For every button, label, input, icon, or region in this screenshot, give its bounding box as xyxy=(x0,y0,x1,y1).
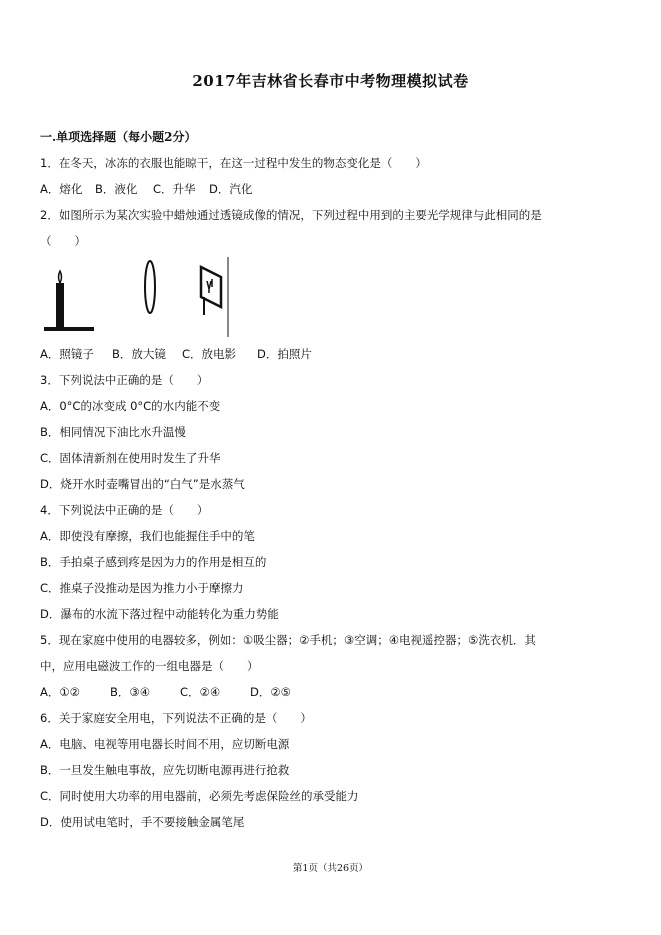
question-2-options xyxy=(40,346,312,362)
q1-option-b: B．液化 xyxy=(95,182,138,196)
q6-option-d: D．使用试电笔时，手不要接触金属笔尾 xyxy=(40,815,245,829)
candle-icon xyxy=(44,271,94,331)
question-3-stem: 3．下列说法中正确的是（ ） xyxy=(40,373,209,387)
q4-option-b: B．手拍桌子感到疼是因为力的作用是相互的 xyxy=(40,555,267,569)
q2-option-c: C．放电影 xyxy=(182,347,237,361)
question-5-stem-cont: 中，应用电磁波工作的一组电器是（ ） xyxy=(40,659,259,673)
q3-option-c: C．固体清新剂在使用时发生了升华 xyxy=(40,451,221,465)
q1-option-a: A．熔化 xyxy=(40,182,83,196)
q6-option-c: C．同时使用大功率的用电器前，必须先考虑保险丝的承受能力 xyxy=(40,789,359,803)
q1-option-d: D．汽化 xyxy=(209,182,253,196)
question-5-options xyxy=(40,684,291,700)
q2-option-a: A．照镜子 xyxy=(40,347,94,361)
question-4-stem: 4．下列说法中正确的是（ ） xyxy=(40,503,209,517)
question-5-stem: 5．现在家庭中使用的电器较多，例如：①吸尘器；②手机；③空调；④电视遥控器；⑤洗衣机．其 xyxy=(40,633,536,647)
question-1-stem: 1．在冬天，冰冻的衣服也能晾干，在这一过程中发生的物态变化是（ ） xyxy=(40,156,427,170)
q6-option-b: B．一旦发生触电事故，应先切断电源再进行抢救 xyxy=(40,763,290,777)
convex-lens-icon xyxy=(145,261,155,313)
q3-option-d: D．烧开水时壶嘴冒出的“白气”是水蒸气 xyxy=(40,477,245,491)
question-6-stem: 6．关于家庭安全用电，下列说法不正确的是（ ） xyxy=(40,711,312,725)
q2-option-d: D．拍照片 xyxy=(257,347,312,361)
q3-option-a: A．0°C的冰变成 0°C的水内能不变 xyxy=(40,399,221,413)
lens-imaging-figure xyxy=(40,255,230,337)
question-2-stem: 2．如图所示为某次实验中蜡烛通过透镜成像的情况，下列过程中用到的主要光学规律与此相同的是 xyxy=(40,208,542,222)
q2-option-b: B．放大镜 xyxy=(112,347,166,361)
q6-option-a: A．电脑、电视等用电器长时间不用，应切断电源 xyxy=(40,737,290,751)
q4-option-d: D．瀑布的水流下落过程中动能转化为重力势能 xyxy=(40,607,279,621)
q5-option-b: B．③④ xyxy=(110,685,151,699)
screen-image-icon xyxy=(201,267,221,315)
q4-option-c: C．推桌子没推动是因为推力小于摩擦力 xyxy=(40,581,244,595)
section-heading: 一.单项选择题（每小题2分） xyxy=(40,130,197,144)
q4-option-a: A．即使没有摩擦，我们也能握住手中的笔 xyxy=(40,529,255,543)
page-footer: 第1页（共26页） xyxy=(292,863,369,874)
question-2-stem-cont: （ ） xyxy=(40,234,86,248)
q5-option-d: D．②⑤ xyxy=(250,685,291,699)
question-1-options xyxy=(40,181,252,197)
q5-option-a: A．①② xyxy=(40,685,80,699)
q3-option-b: B．相同情况下油比水升温慢 xyxy=(40,425,186,439)
exam-title: 2017年吉林省长春市中考物理模拟试卷 xyxy=(192,72,469,90)
q5-option-c: C．②④ xyxy=(180,685,221,699)
q1-option-c: C．升华 xyxy=(153,182,196,196)
